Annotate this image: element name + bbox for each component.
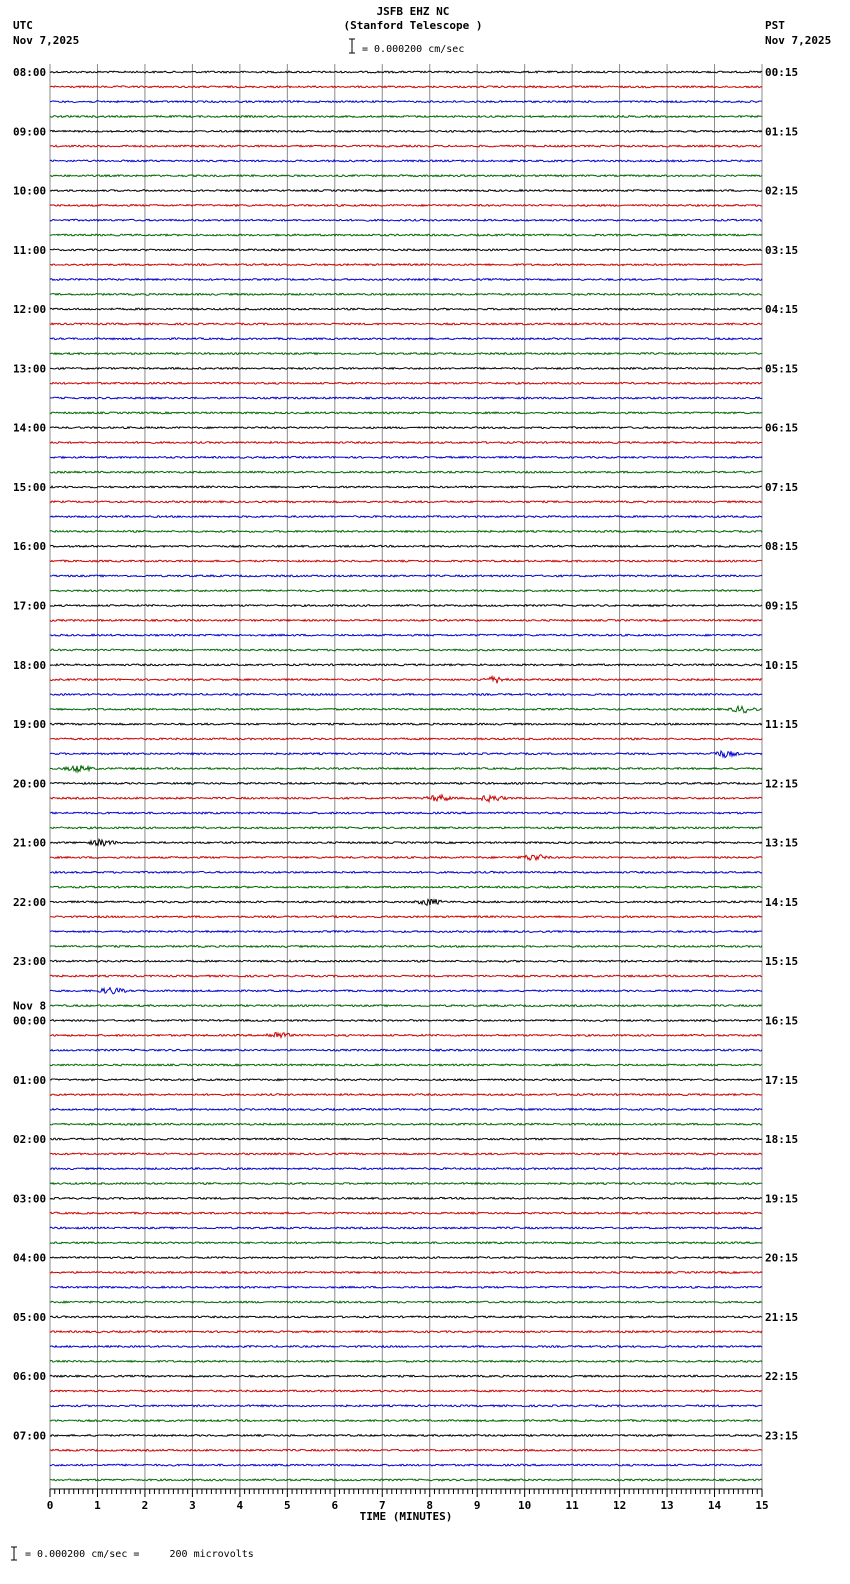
utc-label-0800: 08:00: [13, 66, 47, 79]
pst-label-1115: 11:15: [765, 718, 799, 732]
trace-83: [50, 1301, 762, 1303]
trace-50: [50, 812, 762, 814]
x-tick-label-5: 5: [284, 1499, 291, 1512]
utc-label-0700: 07:00: [13, 1429, 47, 1443]
trace-6: [50, 160, 762, 162]
pst-label-0215: 02:15: [765, 184, 799, 198]
trace-61: [50, 975, 762, 977]
x-tick-label-12: 12: [612, 1499, 627, 1512]
trace-13: [50, 264, 762, 266]
trace-79: [50, 1242, 762, 1244]
x-tick-label-14: 14: [707, 1499, 722, 1512]
trace-56: [50, 899, 762, 905]
trace-34: [50, 575, 762, 577]
x-tick-label-4: 4: [236, 1499, 244, 1512]
trace-7: [50, 175, 762, 177]
trace-78: [50, 1227, 762, 1229]
utc-label-1500: 15:00: [13, 480, 47, 494]
trace-74: [50, 1168, 762, 1170]
trace-63: [50, 1005, 762, 1007]
pst-label-0915: 09:15: [765, 599, 799, 613]
date-change-label: Nov 8: [13, 999, 47, 1013]
trace-49: [50, 795, 762, 802]
trace-3: [50, 116, 762, 118]
trace-39: [50, 649, 762, 651]
trace-43: [50, 706, 762, 713]
trace-60: [50, 960, 762, 962]
trace-64: [50, 1020, 762, 1022]
trace-62: [50, 988, 762, 994]
trace-90: [50, 1405, 762, 1407]
x-tick-label-0: 0: [46, 1499, 54, 1512]
trace-26: [50, 456, 762, 458]
trace-35: [50, 590, 762, 592]
x-tick-label-8: 8: [426, 1499, 434, 1512]
utc-label-2300: 23:00: [13, 955, 47, 969]
trace-20: [50, 368, 762, 370]
trace-92: [50, 1435, 762, 1437]
pst-label-0515: 05:15: [765, 362, 799, 376]
station-title: JSFB EHZ NC: [376, 5, 450, 18]
x-tick-label-13: 13: [660, 1499, 674, 1512]
trace-93: [50, 1449, 762, 1451]
pst-label-1515: 15:15: [765, 955, 799, 969]
trace-8: [50, 190, 762, 192]
x-tick-label-3: 3: [189, 1499, 196, 1512]
trace-0: [50, 71, 762, 73]
trace-89: [50, 1390, 762, 1392]
trace-69: [50, 1094, 762, 1096]
trace-30: [50, 516, 762, 518]
trace-54: [50, 871, 762, 873]
trace-23: [50, 412, 762, 414]
trace-28: [50, 486, 762, 488]
trace-59: [50, 946, 762, 948]
trace-88: [50, 1375, 762, 1377]
pst-label-0715: 07:15: [765, 480, 799, 494]
utc-label-0300: 03:00: [13, 1192, 47, 1206]
trace-31: [50, 531, 762, 533]
utc-label-2000: 20:00: [13, 777, 47, 791]
pst-label-1415: 14:15: [765, 895, 799, 909]
utc-label-1900: 19:00: [13, 718, 47, 732]
utc-label-0900: 09:00: [13, 125, 47, 139]
trace-72: [50, 1138, 762, 1140]
trace-87: [50, 1360, 762, 1362]
trace-40: [50, 664, 762, 666]
trace-27: [50, 471, 762, 473]
utc-label-0100: 01:00: [13, 1073, 47, 1087]
trace-18: [50, 338, 762, 340]
pst-label-0615: 06:15: [765, 421, 799, 435]
pst-label-1815: 18:15: [765, 1133, 799, 1147]
trace-4: [50, 130, 762, 132]
left-timezone: UTC: [13, 19, 33, 32]
trace-25: [50, 442, 762, 444]
x-tick-label-11: 11: [565, 1499, 579, 1512]
trace-94: [50, 1464, 762, 1466]
trace-51: [50, 827, 762, 829]
utc-label-1700: 17:00: [13, 599, 47, 613]
trace-21: [50, 382, 762, 384]
trace-80: [50, 1257, 762, 1259]
trace-52: [50, 839, 762, 846]
utc-label-0000: 00:00: [13, 1014, 47, 1028]
trace-33: [50, 560, 762, 562]
trace-22: [50, 397, 762, 399]
trace-14: [50, 279, 762, 281]
trace-9: [50, 205, 762, 207]
utc-label-1600: 16:00: [13, 540, 47, 554]
pst-label-2015: 20:15: [765, 1251, 799, 1265]
left-date: Nov 7,2025: [13, 34, 80, 47]
right-date: Nov 7,2025: [765, 34, 832, 47]
utc-label-1000: 10:00: [13, 184, 47, 198]
trace-24: [50, 427, 762, 429]
pst-label-1915: 19:15: [765, 1192, 799, 1206]
trace-82: [50, 1286, 762, 1288]
pst-label-2315: 23:15: [765, 1429, 799, 1443]
right-timezone: PST: [765, 19, 785, 32]
pst-label-1015: 10:15: [765, 658, 799, 672]
pst-label-0115: 01:15: [765, 125, 799, 139]
trace-11: [50, 234, 762, 236]
trace-45: [50, 738, 762, 740]
utc-label-1200: 12:00: [13, 303, 47, 317]
trace-2: [50, 101, 762, 103]
trace-57: [50, 916, 762, 918]
pst-label-0015: 00:15: [765, 66, 799, 79]
trace-65: [50, 1033, 762, 1038]
trace-81: [50, 1272, 762, 1274]
trace-32: [50, 545, 762, 547]
pst-label-1215: 12:15: [765, 777, 799, 791]
scale-legend: = 0.000200 cm/sec: [362, 44, 465, 55]
trace-66: [50, 1049, 762, 1051]
trace-5: [50, 145, 762, 147]
pst-label-1615: 16:15: [765, 1014, 799, 1028]
utc-label-0600: 06:00: [13, 1370, 47, 1384]
trace-55: [50, 886, 762, 888]
trace-85: [50, 1331, 762, 1333]
trace-36: [50, 605, 762, 607]
trace-71: [50, 1123, 762, 1125]
x-tick-label-7: 7: [378, 1499, 386, 1512]
trace-67: [50, 1064, 762, 1066]
trace-1: [50, 86, 762, 88]
x-tick-label-10: 10: [518, 1499, 532, 1512]
pst-label-1315: 13:15: [765, 836, 799, 850]
utc-label-2100: 21:00: [13, 836, 47, 850]
trace-47: [50, 765, 762, 772]
trace-91: [50, 1420, 762, 1422]
trace-17: [50, 323, 762, 325]
trace-37: [50, 619, 762, 621]
trace-46: [50, 751, 762, 758]
x-tick-label-1: 1: [94, 1499, 101, 1512]
utc-label-1300: 13:00: [13, 362, 47, 376]
trace-41: [50, 676, 762, 683]
utc-label-0500: 05:00: [13, 1310, 47, 1324]
pst-label-1715: 17:15: [765, 1073, 799, 1087]
trace-42: [50, 694, 762, 696]
site-title: (Stanford Telescope ): [343, 19, 483, 32]
trace-77: [50, 1212, 762, 1214]
trace-86: [50, 1346, 762, 1348]
utc-label-1100: 11:00: [13, 243, 47, 257]
trace-29: [50, 501, 762, 503]
trace-44: [50, 723, 762, 725]
trace-76: [50, 1197, 762, 1199]
trace-12: [50, 249, 762, 251]
x-tick-label-15: 15: [755, 1499, 769, 1512]
utc-label-1400: 14:00: [13, 421, 47, 435]
pst-label-0815: 08:15: [765, 540, 799, 554]
pst-label-0315: 03:15: [765, 243, 799, 257]
trace-75: [50, 1183, 762, 1185]
trace-68: [50, 1079, 762, 1081]
utc-label-2200: 22:00: [13, 895, 47, 909]
utc-label-0200: 02:00: [13, 1133, 47, 1147]
x-tick-label-6: 6: [331, 1499, 339, 1512]
trace-10: [50, 219, 762, 221]
trace-53: [50, 855, 762, 860]
trace-38: [50, 634, 762, 636]
x-tick-label-2: 2: [141, 1499, 149, 1512]
pst-label-2115: 21:15: [765, 1310, 799, 1324]
utc-label-0400: 04:00: [13, 1251, 47, 1265]
trace-15: [50, 293, 762, 295]
x-axis-title: TIME (MINUTES): [359, 1510, 453, 1523]
trace-84: [50, 1316, 762, 1318]
trace-58: [50, 931, 762, 933]
utc-label-1800: 18:00: [13, 658, 47, 672]
x-tick-label-9: 9: [473, 1499, 481, 1512]
pst-label-2215: 22:15: [765, 1370, 799, 1384]
pst-label-0415: 04:15: [765, 303, 799, 317]
footer-scale-note: = 0.000200 cm/sec = 200 microvolts: [25, 1549, 254, 1560]
trace-95: [50, 1479, 762, 1481]
trace-16: [50, 308, 762, 310]
trace-48: [50, 783, 762, 785]
trace-70: [50, 1109, 762, 1111]
trace-19: [50, 353, 762, 355]
trace-73: [50, 1153, 762, 1155]
